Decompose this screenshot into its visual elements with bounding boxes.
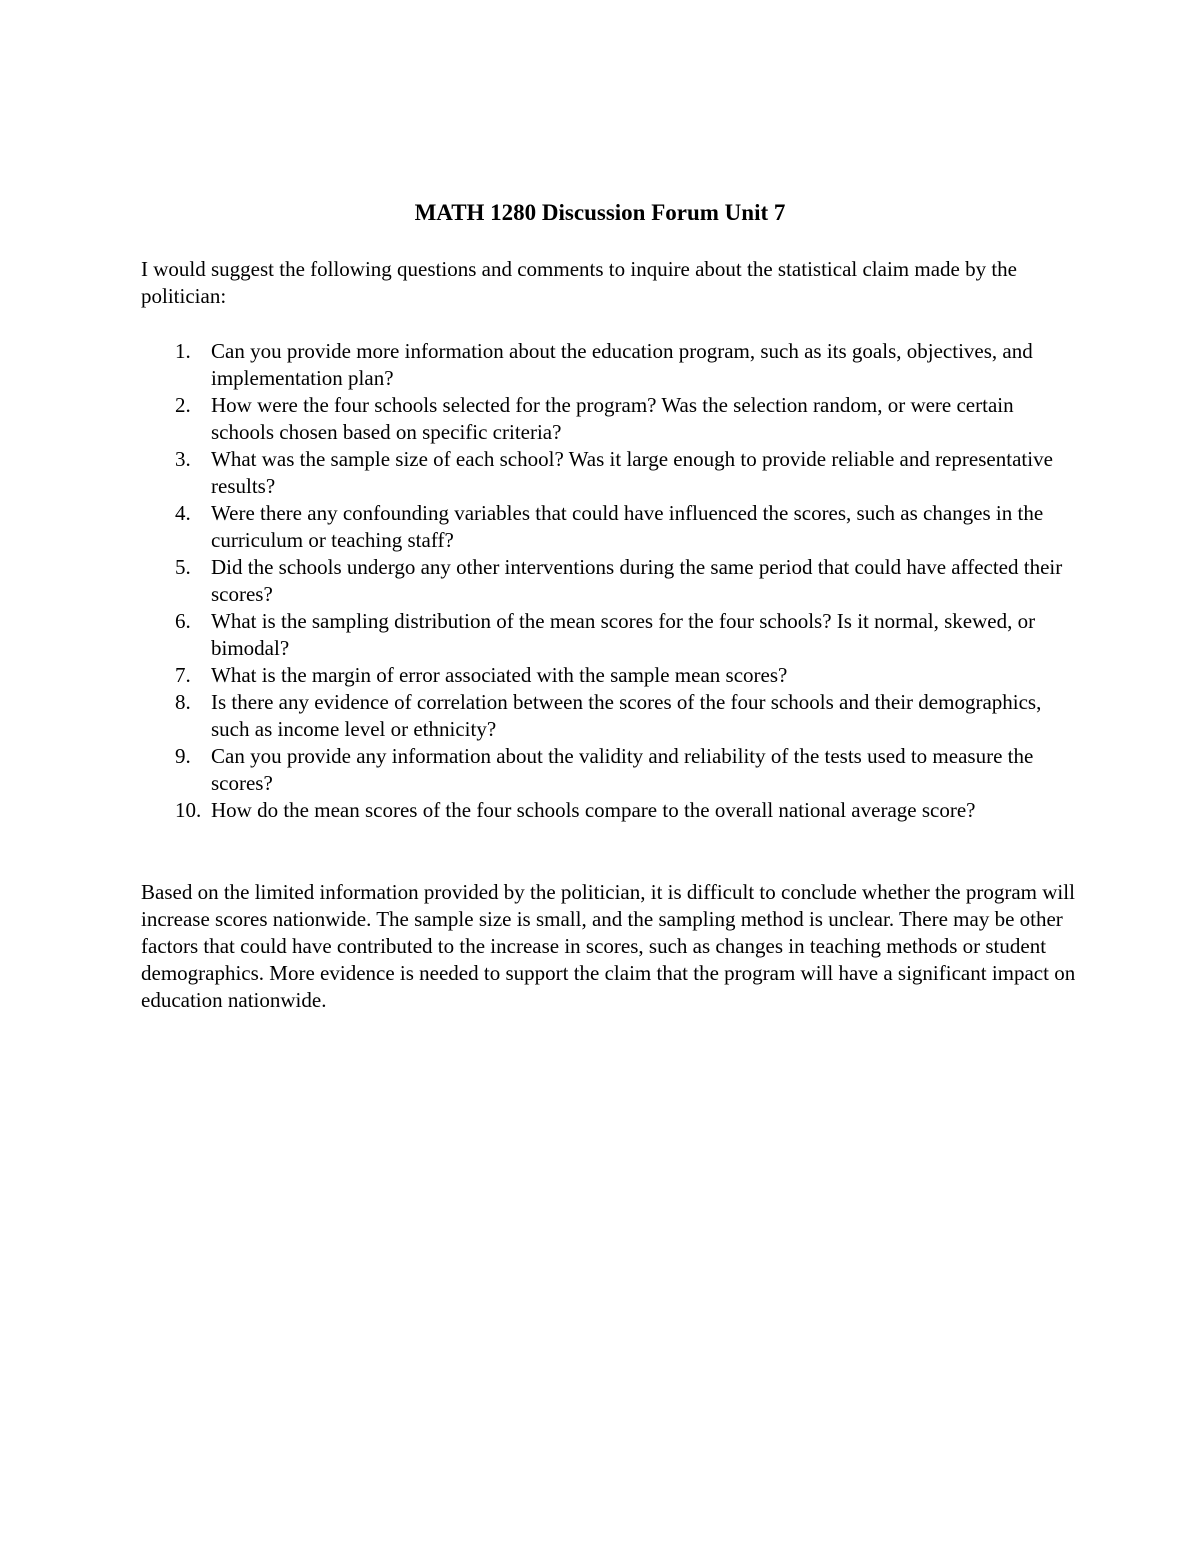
list-item xyxy=(141,797,1076,824)
list-item xyxy=(141,662,1076,689)
list-item xyxy=(141,500,1076,554)
list-item xyxy=(141,338,1076,392)
list-item xyxy=(141,392,1076,446)
list-item-text: What is the margin of error associated with the sample mean scores? xyxy=(211,663,788,687)
list-item-text: Is there any evidence of correlation between the scores of the four schools and their demographics, such as income level or ethnicity? xyxy=(211,690,1042,741)
list-item-number: 8. xyxy=(175,690,191,714)
page-title: MATH 1280 Discussion Forum Unit 7 xyxy=(414,200,786,225)
list-item-number: 10. xyxy=(175,798,202,822)
list-item-number: 9. xyxy=(175,744,191,768)
list-item xyxy=(141,608,1076,662)
list-item xyxy=(141,446,1076,500)
list-item-number: 4. xyxy=(175,501,191,525)
list-item xyxy=(141,554,1076,608)
list-item-number: 3. xyxy=(175,447,191,471)
list-item-text: Can you provide more information about the education program, such as its goals, objectives, and implementation plan? xyxy=(211,339,1033,390)
intro-paragraph: I would suggest the following questions and comments to inquire about the statistical claim made by the politician: xyxy=(141,257,1018,308)
list-item-text: How do the mean scores of the four schools compare to the overall national average score? xyxy=(211,798,976,822)
list-item xyxy=(141,689,1076,743)
list-item-number: 1. xyxy=(175,339,191,363)
questions-list xyxy=(141,338,1076,824)
list-item-text: What is the sampling distribution of the mean scores for the four schools? Is it normal, skewed, or bimodal? xyxy=(211,609,1036,660)
list-item-text: What was the sample size of each school? Was it large enough to provide reliable and representative results? xyxy=(211,447,1053,498)
conclusion-paragraph: Based on the limited information provided by the politician, it is difficult to conclude whether the program will increase scores nationwide. The sample size is small, and the sampling method is unclear. There may be other factors that could have contributed to the increase in scores, such as changes in teaching methods or student demographics. More evidence is needed to support the claim that the program will have a significant impact on education nationwide. xyxy=(141,880,1076,1012)
list-item-text: Can you provide any information about the validity and reliability of the tests used to measure the scores? xyxy=(211,744,1034,795)
list-item-text: Did the schools undergo any other interventions during the same period that could have affected their scores? xyxy=(211,555,1063,606)
list-item xyxy=(141,743,1076,797)
list-item-number: 6. xyxy=(175,609,191,633)
list-item-number: 7. xyxy=(175,663,191,687)
list-item-number: 5. xyxy=(175,555,191,579)
list-item-text: How were the four schools selected for the program? Was the selection random, or were certain schools chosen based on specific criteria? xyxy=(211,393,1014,444)
list-item-text: Were there any confounding variables that could have influenced the scores, such as changes in the curriculum or teaching staff? xyxy=(211,501,1044,552)
list-item-number: 2. xyxy=(175,393,191,417)
